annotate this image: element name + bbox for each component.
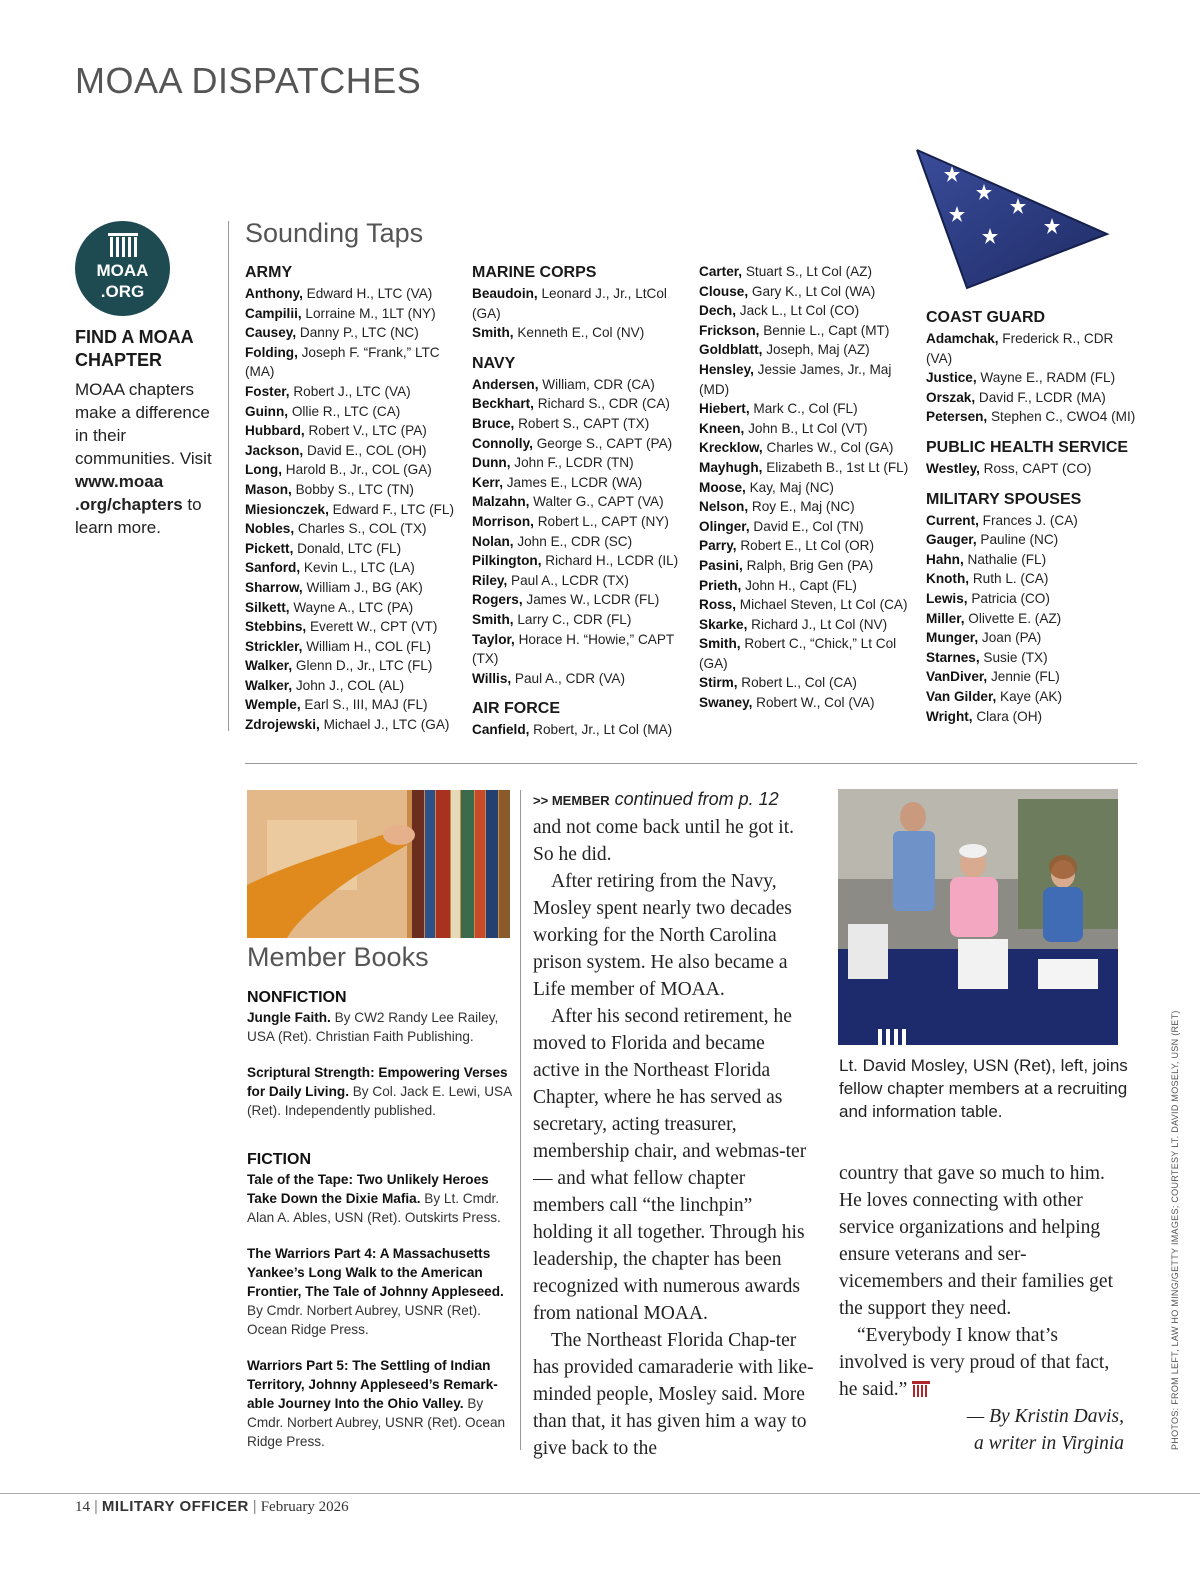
obituary-entry: VanDiver, Jennie (FL) (926, 669, 1060, 685)
folded-flag-image (912, 148, 1112, 293)
obituary-entry: Campilii, Lorraine M., 1LT (NY) (245, 305, 436, 321)
book-entry: Tale of the Tape: Two Unlikely Heroes Take Down the Dixie Mafia. By Lt. Cmdr. Alan A. Ables, USN (Ret). Outskirts Press. (247, 1172, 501, 1225)
obituary-entry: Starnes, Susie (TX) (926, 649, 1048, 665)
obituary-entry: Hensley, Jessie James, Jr., Maj (MD) (699, 361, 892, 397)
obituary-entry: Rogers, James W., LCDR (FL) (472, 592, 660, 608)
obituary-entry: Sharrow, William J., BG (AK) (245, 579, 423, 595)
obituary-entry: Current, Frances J. (CA) (926, 512, 1078, 528)
taps-column-4 (926, 307, 1138, 726)
obituary-entry: Stirm, Robert L., Col (CA) (699, 675, 857, 691)
obituary-entry: Miesionczek, Edward F., LTC (FL) (245, 501, 454, 517)
obituary-entry: Nelson, Roy E., Maj (NC) (699, 499, 855, 515)
footer-divider (0, 1493, 1200, 1494)
divider (245, 763, 1137, 764)
obituary-entry: Adamchak, Frederick R., CDR (VA) (926, 331, 1114, 366)
obituary-entry: Frickson, Bennie L., Capt (MT) (699, 322, 890, 338)
obituary-entry: Beaudoin, Leonard J., Jr., LtCol (GA) (472, 286, 667, 321)
branch-heading: MARINE CORPS (472, 264, 597, 281)
obituary-entry: Bruce, Robert S., CAPT (TX) (472, 415, 650, 431)
article-column-1 (533, 786, 815, 1462)
divider (520, 790, 521, 1450)
article-paragraph: The Northeast Florida Chap-ter has provided camaraderie with like-minded people, Mosley said. More than that, it has given him a way to give back to the (533, 1330, 814, 1459)
article-paragraph: “Everybody I know that’s involved is very proud of that fact, he said.” (839, 1325, 1110, 1400)
chapters-link[interactable]: www.moaa .org/chapters (75, 472, 183, 514)
obituary-entry: Hahn, Nathalie (FL) (926, 551, 1047, 567)
obituary-entry: Justice, Wayne E., RADM (FL) (926, 370, 1116, 386)
obituary-entry: Connolly, George S., CAPT (PA) (472, 435, 673, 451)
obituary-entry: Miller, Olivette E. (AZ) (926, 610, 1062, 626)
obituary-entry: Silkett, Wayne A., LTC (PA) (245, 599, 414, 615)
obituary-entry: Clouse, Gary K., Lt Col (WA) (699, 283, 876, 299)
obituary-entry: Wemple, Earl S., III, MAJ (FL) (245, 697, 428, 713)
badge-line-2: .ORG (100, 282, 145, 301)
member-books-list (247, 988, 512, 1451)
article-paragraph: After retiring from the Navy, Mosley spent nearly two decades working for the North Carolina prison system. He also became a Life member of MOAA. (533, 871, 792, 1000)
obituary-entry: Petersen, Stephen C., CWO4 (MI) (926, 409, 1136, 425)
branch-heading: NAVY (472, 354, 516, 372)
obituary-entry: Walker, John J., COL (AL) (245, 677, 405, 693)
book-entry: The Warriors Part 4: A Massachusetts Yankee’s Long Walk to the American Frontier, The Tale of Johnny Appleseed. By Cmdr. Norbert Aubrey, USNR (Ret). Ocean Ridge Press. (247, 1246, 504, 1337)
obituary-entry: Stebbins, Everett W., CPT (VT) (245, 619, 438, 635)
article-paragraph: After his second retirement, he moved to Florida and became active in the Northeast Florida Chapter, where he has served as secretary, acting treasurer, membership chair, and webmas-ter — and what fellow chapter members call “the linchpin” holding it all together. Through his leadership, the chapter has been recognized with numerous awards from national MOAA. (533, 1006, 807, 1324)
taps-column-3 (699, 262, 919, 713)
obituary-entry: Walker, Glenn D., Jr., LTC (FL) (245, 658, 433, 674)
obituary-entry: Long, Harold B., Jr., COL (GA) (245, 462, 432, 478)
book-entry: Scriptural Strength: Empowering Verses for Daily Living. By Col. Jack E. Lewi, USA (Ret). Independently published. (247, 1065, 512, 1118)
obituary-entry: Munger, Joan (PA) (926, 630, 1042, 646)
obituary-entry: Parry, Robert E., Lt Col (OR) (699, 538, 875, 554)
branch-heading: PUBLIC HEALTH SERVICE (926, 438, 1129, 456)
chapter-members-photo (838, 789, 1118, 1045)
obituary-entry: Carter, Stuart S., Lt Col (AZ) (699, 264, 873, 279)
moaa-endmark-icon (912, 1381, 930, 1397)
sounding-taps-title: Sounding Taps (245, 218, 424, 248)
obituary-entry: Nolan, John E., CDR (SC) (472, 533, 633, 549)
find-chapter-title: FIND A MOAA CHAPTER (75, 327, 193, 370)
obituary-entry: Riley, Paul A., LCDR (TX) (472, 572, 629, 588)
obituary-entry: Pickett, Donald, LTC (FL) (245, 540, 402, 556)
obituary-entry: Westley, Ross, CAPT (CO) (926, 460, 1092, 476)
obituary-entry: Goldblatt, Joseph, Maj (AZ) (699, 342, 870, 358)
page-footer: 14 | MILITARY OFFICER | February 2026 (75, 1498, 349, 1515)
moaa-org-badge[interactable] (75, 221, 170, 316)
obituary-entry: Dunn, John F., LCDR (TN) (472, 455, 634, 471)
obituary-entry: Willis, Paul A., CDR (VA) (472, 670, 625, 686)
branch-heading: AIR FORCE (472, 700, 560, 718)
obituary-entry: Folding, Joseph F. “Frank,” LTC (MA) (245, 344, 440, 380)
obituary-entry: Smith, Larry C., CDR (FL) (472, 611, 632, 627)
article-paragraph: country that gave so much to him. He loves connecting with other service organizations and helping ensure veterans and ser-vicemembers and their families get the support they need. (839, 1163, 1113, 1319)
obituary-entry: Wright, Clara (OH) (926, 708, 1043, 724)
obituary-entry: Zdrojewski, Michael J., LTC (GA) (245, 717, 450, 733)
branch-heading: COAST GUARD (926, 309, 1046, 326)
issue-date: February 2026 (260, 1499, 349, 1515)
branch-heading: MILITARY SPOUSES (926, 490, 1082, 508)
photo-caption: Lt. David Mosley, USN (Ret), left, joins fellow chapter members at a recruiting and information table. (839, 1056, 1128, 1121)
page-number: 14 (75, 1499, 90, 1515)
article-column-2 (839, 1160, 1124, 1457)
obituary-entry: Prieth, John H., Capt (FL) (699, 577, 857, 593)
obituary-entry: Gauger, Pauline (NC) (926, 532, 1059, 548)
obituary-entry: Krecklow, Charles W., Col (GA) (699, 440, 894, 456)
obituary-entry: Hiebert, Mark C., Col (FL) (699, 401, 858, 417)
fiction-heading: FICTION (247, 1151, 311, 1168)
book-entry: Jungle Faith. By CW2 Randy Lee Railey, USA (Ret). Christian Faith Publishing. (247, 1010, 499, 1044)
obituary-entry: Pasini, Ralph, Brig Gen (PA) (699, 557, 874, 573)
article-paragraph: and not come back until he got it. So he did. (533, 817, 795, 865)
obituary-entry: Skarke, Richard J., Lt Col (NV) (699, 616, 888, 632)
obituary-entry: Knoth, Ruth L. (CA) (926, 571, 1049, 587)
byline: — By Kristin Davis, (966, 1406, 1124, 1427)
photo-credit: PHOTOS: FROM LEFT, LAW HO MING/GETTY IMAGES; COURTESY LT. DAVID MOSELY, USN (RET) (1170, 1010, 1180, 1450)
obituary-entry: Foster, Robert J., LTC (VA) (245, 383, 411, 399)
obituary-entry: Van Gilder, Kaye (AK) (926, 688, 1062, 704)
obituary-entry: Moose, Kay, Maj (NC) (699, 479, 834, 495)
taps-column-1 (245, 262, 465, 735)
obituary-entry: Strickler, William H., COL (FL) (245, 638, 432, 654)
book-entry: Warriors Part 5: The Settling of Indian Territory, Johnny Appleseed’s Remark-able Journey Into the Ohio Valley. By Cmdr. Norbert Aubrey, USNR (Ret). Ocean Ridge Press. (247, 1358, 506, 1449)
section-title: MOAA DISPATCHES (75, 60, 422, 101)
obituary-entry: Anthony, Edward H., LTC (VA) (245, 286, 433, 301)
obituary-entry: Guinn, Ollie R., LTC (CA) (245, 403, 401, 419)
obituary-entry: Kneen, John B., Lt Col (VT) (699, 420, 868, 436)
obituary-entry: Hubbard, Robert V., LTC (PA) (245, 423, 427, 439)
obituary-entry: Swaney, Robert W., Col (VA) (699, 695, 875, 711)
obituary-entry: Kerr, James E., LCDR (WA) (472, 474, 643, 490)
obituary-entry: Mason, Bobby S., LTC (TN) (245, 481, 414, 497)
byline: a writer in Virginia (973, 1433, 1124, 1454)
branch-heading: ARMY (245, 264, 293, 281)
obituary-entry: Taylor, Horace H. “Howie,” CAPT (TX) (472, 631, 674, 667)
obituary-entry: Smith, Robert C., “Chick,” Lt Col (GA) (699, 636, 897, 671)
obituary-entry: Dech, Jack L., Lt Col (CO) (699, 303, 860, 319)
obituary-entry: Sanford, Kevin L., LTC (LA) (245, 560, 415, 576)
obituary-entry: Orszak, David F., LCDR (MA) (926, 389, 1106, 405)
obituary-entry: Nobles, Charles S., COL (TX) (245, 521, 427, 537)
obituary-entry: Smith, Kenneth E., Col (NV) (472, 325, 645, 341)
badge-line-1: MOAA (96, 261, 149, 280)
find-chapter-text: MOAA chapters make a difference in their communities. Visit www.moaa .org/chapters to learn more. (75, 380, 212, 537)
continued-header: >> MEMBER continued from p. 12 (533, 789, 779, 809)
obituary-entry: Beckhart, Richard S., CDR (CA) (472, 396, 670, 412)
obituary-entry: Mayhugh, Elizabeth B., 1st Lt (FL) (699, 459, 909, 475)
obituary-entry: Jackson, David E., COL (OH) (245, 442, 427, 458)
obituary-entry: Lewis, Patricia (CO) (926, 590, 1050, 606)
obituary-entry: Ross, Michael Steven, Lt Col (CA) (699, 597, 908, 613)
obituary-entry: Andersen, William, CDR (CA) (472, 376, 655, 392)
nonfiction-heading: NONFICTION (247, 989, 347, 1006)
moaa-logo-icon (108, 233, 138, 259)
obituary-entry: Olinger, David E., Col (TN) (699, 518, 864, 534)
taps-column-2 (472, 262, 692, 740)
obituary-entry: Morrison, Robert L., CAPT (NY) (472, 513, 669, 529)
divider (228, 221, 229, 731)
bookshelf-photo (247, 790, 510, 938)
obituary-entry: Causey, Danny P., LTC (NC) (245, 325, 419, 341)
magazine-name: MILITARY OFFICER (101, 1498, 249, 1515)
obituary-entry: Malzahn, Walter G., CAPT (VA) (472, 494, 664, 510)
member-books-title: Member Books (247, 942, 429, 972)
obituary-entry: Canfield, Robert, Jr., Lt Col (MA) (472, 722, 673, 738)
obituary-entry: Pilkington, Richard H., LCDR (IL) (472, 553, 679, 569)
